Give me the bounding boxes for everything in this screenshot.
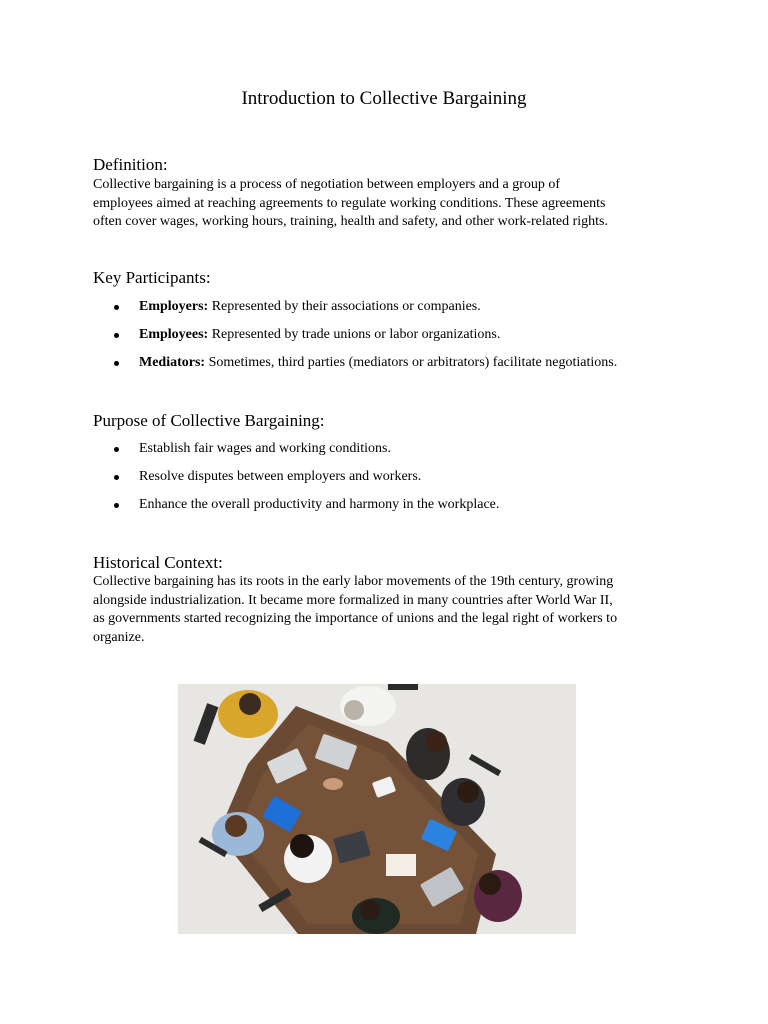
list-item bbox=[93, 298, 693, 316]
history-line: as governments started recognizing the importance of unions and the legal right of workers to bbox=[93, 611, 618, 626]
participant-text: Represented by trade unions or labor organizations. bbox=[208, 327, 501, 342]
bullet-icon bbox=[114, 361, 119, 366]
bullet-icon bbox=[114, 333, 119, 338]
participant-text: Sometimes, third parties (mediators or arbitrators) facilitate negotiations. bbox=[205, 355, 618, 370]
history-line: alongside industrialization. It became more formalized in many countries after World War II, bbox=[93, 592, 613, 608]
definition-line: Collective bargaining is a process of negotiation between employers and a group of bbox=[93, 177, 561, 192]
definition-heading: Definition: bbox=[93, 155, 168, 174]
purpose-text: Resolve disputes between employers and workers. bbox=[139, 469, 422, 484]
purpose-text: Establish fair wages and working conditions. bbox=[139, 441, 391, 456]
list-item bbox=[93, 326, 693, 344]
history-line: Collective bargaining has its roots in the early labor movements of the 19th century, growing bbox=[93, 574, 614, 589]
definition-paragraph bbox=[93, 176, 683, 232]
history-paragraph bbox=[93, 573, 693, 647]
participant-term: Employees: bbox=[139, 327, 209, 342]
page-title: Introduction to Collective Bargaining bbox=[241, 88, 527, 109]
list-item bbox=[93, 468, 693, 486]
participant-term: Mediators: bbox=[139, 355, 206, 370]
bullet-icon bbox=[114, 447, 119, 452]
participants-heading: Key Participants: bbox=[93, 268, 211, 287]
meeting-photo bbox=[178, 684, 576, 934]
bullet-icon bbox=[114, 503, 119, 508]
participant-term: Employers: bbox=[139, 299, 209, 314]
bullet-icon bbox=[114, 475, 119, 480]
history-line: organize. bbox=[93, 629, 145, 645]
meeting-illustration bbox=[178, 684, 576, 934]
list-item bbox=[93, 440, 693, 458]
list-item bbox=[93, 496, 693, 514]
participants-list bbox=[93, 298, 693, 382]
bullet-icon bbox=[114, 305, 119, 310]
list-item bbox=[93, 354, 693, 372]
purpose-list bbox=[93, 440, 693, 524]
purpose-text: Enhance the overall productivity and harmony in the workplace. bbox=[139, 497, 500, 512]
participant-text: Represented by their associations or companies. bbox=[208, 299, 481, 314]
definition-line: employees aimed at reaching agreements to regulate working conditions. These agreements bbox=[93, 195, 606, 211]
history-heading: Historical Context: bbox=[93, 553, 223, 572]
definition-line: often cover wages, working hours, training, health and safety, and other work-related rights. bbox=[93, 214, 608, 229]
purpose-heading: Purpose of Collective Bargaining: bbox=[93, 411, 325, 430]
